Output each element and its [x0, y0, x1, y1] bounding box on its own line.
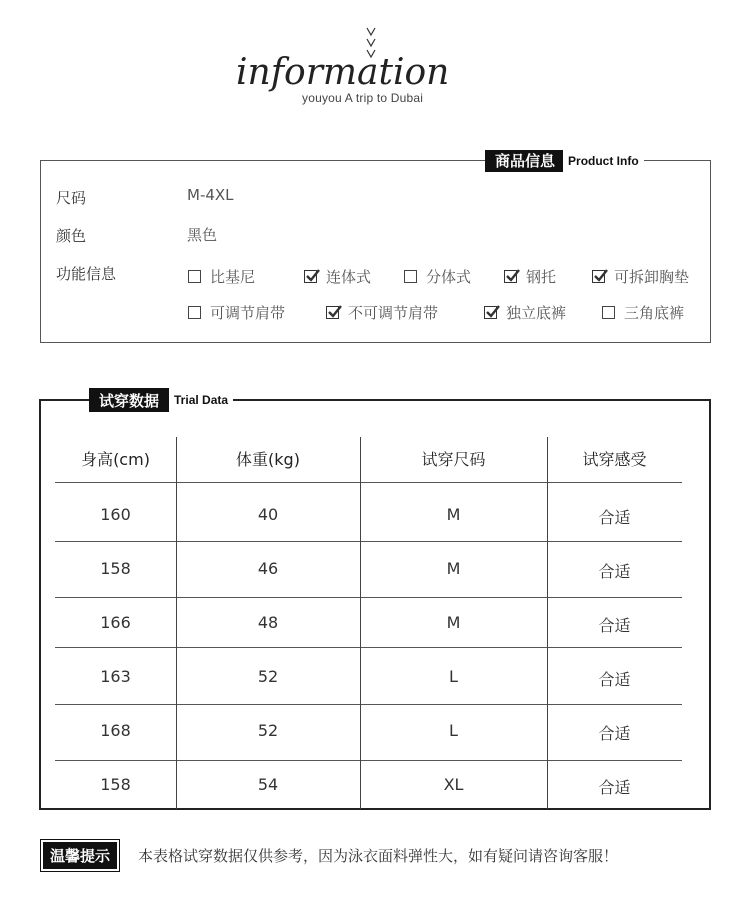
table-header-cell: 试穿尺码 [421, 450, 486, 469]
table-divider [55, 760, 682, 761]
product-info-title [485, 150, 644, 172]
table-cell: 40 [257, 505, 279, 524]
feature-option [326, 302, 438, 323]
table-cell: M [446, 613, 461, 632]
checkbox-checked-icon [326, 306, 339, 319]
feature-label: 独立底裤 [506, 304, 567, 322]
table-cell: 160 [100, 505, 131, 524]
table-divider [55, 482, 682, 483]
trial-data-title-en: Trial Data [169, 393, 233, 407]
color-value: 黑色 [187, 226, 218, 244]
feature-label: 三角底裤 [624, 304, 685, 322]
size-value: M-4XL [187, 186, 234, 204]
checkbox-checked-icon [304, 270, 317, 283]
feature-label: 可拆卸胸垫 [614, 268, 690, 286]
table-cell: 合适 [598, 724, 631, 743]
table-cell: 48 [257, 613, 279, 632]
table-cell: 163 [100, 667, 131, 686]
table-cell: 158 [100, 775, 131, 794]
features-label: 功能信息 [56, 265, 117, 283]
color-label: 颜色 [56, 227, 87, 245]
table-divider [55, 647, 682, 648]
table-header-cell: 体重(kg) [236, 450, 300, 469]
feature-label: 分体式 [426, 268, 472, 286]
checkbox-empty-icon [188, 270, 201, 283]
table-cell: 52 [257, 721, 279, 740]
table-divider [55, 704, 682, 705]
feature-option [188, 302, 285, 323]
table-cell: 158 [100, 559, 131, 578]
table-header-cell: 身高(cm) [81, 450, 150, 469]
checkbox-empty-icon [602, 306, 615, 319]
table-cell: 54 [257, 775, 279, 794]
header-script-title [230, 46, 530, 96]
checkbox-checked-icon [592, 270, 605, 283]
table-cell: XL [443, 775, 464, 794]
checkbox-checked-icon [504, 270, 517, 283]
product-info-section [40, 152, 711, 343]
size-label: 尺码 [56, 189, 87, 207]
product-info-title-cn: 商品信息 [485, 150, 563, 172]
table-cell: 合适 [598, 508, 631, 527]
trial-data-title [89, 388, 233, 412]
table-cell: 合适 [598, 778, 631, 797]
feature-option [304, 266, 371, 287]
table-cell: 168 [100, 721, 131, 740]
tip-text: 本表格试穿数据仅供参考，因为泳衣面料弹性大，如有疑问请咨询客服！ [138, 847, 619, 865]
feature-label: 可调节肩带 [210, 304, 286, 322]
table-cell: 合适 [598, 616, 631, 635]
table-cell: 46 [257, 559, 279, 578]
feature-label: 连体式 [326, 268, 372, 286]
table-cell: 合适 [598, 562, 631, 581]
feature-option [404, 266, 471, 287]
checkbox-empty-icon [188, 306, 201, 319]
product-info-title-en: Product Info [563, 154, 644, 168]
header-title: information [236, 52, 450, 93]
table-cell: 166 [100, 613, 131, 632]
header-subtitle: youyou A trip to Dubai [302, 91, 424, 105]
table-cell: 合适 [598, 670, 631, 689]
table-cell: M [446, 559, 461, 578]
feature-option [188, 266, 255, 287]
checkbox-checked-icon [484, 306, 497, 319]
table-header-cell: 试穿感受 [582, 450, 647, 469]
feature-label: 比基尼 [210, 268, 256, 286]
tip-badge-label: 温馨提示 [43, 842, 117, 869]
trial-data-title-cn: 试穿数据 [89, 388, 169, 412]
table-cell: M [446, 505, 461, 524]
table-cell: L [449, 667, 458, 686]
table-divider [55, 597, 682, 598]
table-divider [55, 541, 682, 542]
feature-option [592, 266, 689, 287]
tip-badge [40, 839, 120, 872]
feature-option [484, 302, 566, 323]
feature-label: 钢托 [526, 268, 557, 286]
feature-option [602, 302, 684, 323]
checkbox-empty-icon [404, 270, 417, 283]
table-cell: L [449, 721, 458, 740]
feature-label: 不可调节肩带 [348, 304, 439, 322]
feature-option [504, 266, 556, 287]
trial-data-section [39, 391, 711, 810]
table-cell: 52 [257, 667, 279, 686]
